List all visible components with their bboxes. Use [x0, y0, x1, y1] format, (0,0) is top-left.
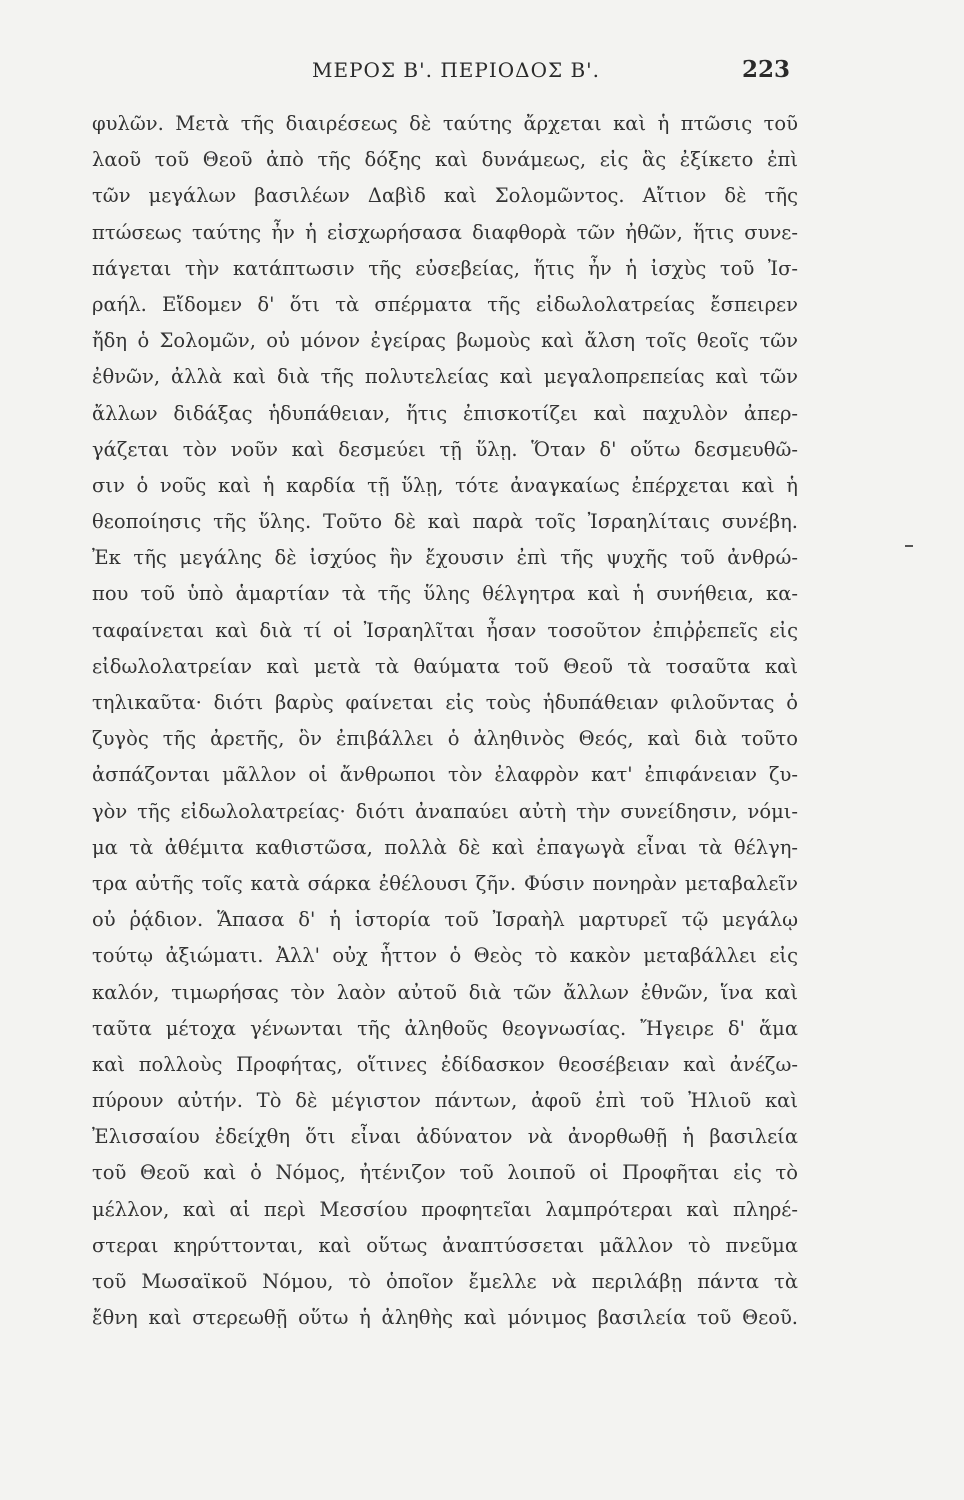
text-line: τηλικαῦτα· διότι βαρὺς φαίνεται εἰς τοὺς ἡδυπάθειαν φιλοῦντας ὁ: [92, 691, 798, 714]
text-line: Ἐλισσαίου ἐδείχθη ὅτι εἶναι ἀδύνατον νὰ ἀνορθωθῇ ἡ βασιλεία: [92, 1125, 798, 1149]
text-line: μα τὰ ἀθέμιτα καθιστῶσα, πολλὰ δὲ καὶ ἐπαγωγὰ εἶναι τὰ θέλγη-: [92, 835, 798, 859]
text-line: ταῦτα μέτοχα γένωνται τῆς ἀληθοῦς θεογνωσίας. Ἤγειρε δ' ἅμα: [92, 1016, 798, 1040]
text-line: τρα αὐτῆς τοῖς κατὰ σάρκα ἐθέλουσι ζῆν. Φύσιν πονηρὰν μεταβαλεῖν: [92, 871, 798, 895]
text-line: πύρουν αὐτήν. Τὸ δὲ μέγιστον πάντων, ἀφοῦ ἐπὶ τοῦ Ἠλιοῦ καὶ: [92, 1089, 798, 1113]
text-line: πτώσεως ταύτης ἦν ἡ εἰσχωρήσασα διαφθορὰ τῶν ἠθῶν, ἥτις συνε-: [92, 220, 798, 244]
text-line: καλόν, τιμωρήσας τὸν λαὸν αὐτοῦ διὰ τῶν ἄλλων ἐθνῶν, ἵνα καὶ: [92, 980, 798, 1004]
text-line: πάγεται τὴν κατάπτωσιν τῆς εὐσεβείας, ἥτις ἦν ἡ ἰσχὺς τοῦ Ἰσ-: [92, 256, 798, 280]
text-line: τοῦ Μωσαϊκοῦ Νόμου, τὸ ὁποῖον ἔμελλε νὰ περιλάβῃ πάντα τὰ: [92, 1270, 798, 1293]
running-title: ΜΕΡΟΣ Β'. ΠΕΡΙΟΔΟΣ Β'.: [312, 58, 601, 82]
text-line: στεραι κηρύττονται, καὶ οὕτως ἀναπτύσσεται μᾶλλον τὸ πνεῦμα: [92, 1233, 798, 1257]
text-line: τοῦ Θεοῦ καὶ ὁ Νόμος, ἠτένιζον τοῦ λοιποῦ οἱ Προφῆται εἰς τὸ: [92, 1161, 798, 1185]
body-text: [92, 106, 798, 1336]
text-line: εἰδωλολατρείαν καὶ μετὰ τὰ θαύματα τοῦ Θεοῦ τὰ τοσαῦτα καὶ: [92, 654, 798, 678]
text-line: ταφαίνεται καὶ διὰ τί οἱ Ἰσραηλῖται ἦσαν τοσοῦτον ἐπιῤῥεπεῖς εἰς: [92, 618, 798, 642]
text-line: φυλῶν. Μετὰ τῆς διαιρέσεως δὲ ταύτης ἄρχεται καὶ ἡ πτῶσις τοῦ: [92, 112, 798, 135]
text-line: γὸν τῆς εἰδωλολατρείας· διότι ἀναπαύει αὐτὴ τὴν συνείδησιν, νόμι-: [92, 799, 798, 823]
text-line: Ἐκ τῆς μεγάλης δὲ ἰσχύος ἣν ἔχουσιν ἐπὶ τῆς ψυχῆς τοῦ ἀνθρώ-: [92, 546, 798, 570]
text-line: τῶν μεγάλων βασιλέων Δαβὶδ καὶ Σολομῶντος. Αἴτιον δὲ τῆς: [92, 184, 798, 208]
text-line: λαοῦ τοῦ Θεοῦ ἀπὸ τῆς δόξης καὶ δυνάμεως, εἰς ἃς ἐξίκετο ἐπὶ: [92, 148, 798, 172]
running-head: [100, 58, 790, 88]
text-line: γάζεται τὸν νοῦν καὶ δεσμεύει τῇ ὕλῃ. Ὅταν δ' οὕτω δεσμευθῶ-: [92, 437, 798, 461]
text-line: καὶ πολλοὺς Προφήτας, οἵτινες ἐδίδασκον θεοσέβειαν καὶ ἀνέζω-: [92, 1052, 798, 1076]
text-line: σιν ὁ νοῦς καὶ ἡ καρδία τῇ ὕλῃ, τότε ἀναγκαίως ἐπέρχεται καὶ ἡ: [92, 473, 798, 497]
text-line: θεοποίησις τῆς ὕλης. Τοῦτο δὲ καὶ παρὰ τοῖς Ἰσραηλίταις συνέβη.: [92, 510, 798, 534]
text-line: που τοῦ ὑπὸ ἁμαρτίαν τὰ τῆς ὕλης θέλγητρα καὶ ἡ συνήθεια, κα-: [92, 582, 798, 606]
text-line: ἔθνη καὶ στερεωθῇ οὕτω ἡ ἀληθὴς καὶ μόνιμος βασιλεία τοῦ Θεοῦ.: [92, 1306, 798, 1330]
text-line: ἤδη ὁ Σολομῶν, οὐ μόνον ἐγείρας βωμοὺς καὶ ἄλση τοῖς θεοῖς τῶν: [92, 329, 798, 353]
text-line: ζυγὸς τῆς ἀρετῆς, ὃν ἐπιβάλλει ὁ ἀληθινὸς Θεός, καὶ διὰ τοῦτο: [92, 727, 798, 751]
text-line: μέλλον, καὶ αἱ περὶ Μεσσίου προφητεῖαι λαμπρότεραι καὶ πληρέ-: [92, 1197, 798, 1221]
text-line: οὐ ῥᾴδιον. Ἅπασα δ' ἡ ἱστορία τοῦ Ἰσραὴλ μαρτυρεῖ τῷ μεγάλῳ: [92, 908, 798, 932]
text-line: ἀσπάζονται μᾶλλον οἱ ἄνθρωποι τὸν ἐλαφρὸν κατ' ἐπιφάνειαν ζυ-: [92, 763, 798, 787]
text-line: ἐθνῶν, ἀλλὰ καὶ διὰ τῆς πολυτελείας καὶ μεγαλοπρεπείας καὶ τῶν: [92, 365, 798, 389]
page-number: 223: [741, 56, 790, 83]
text-line: τούτῳ ἀξιώματι. Ἀλλ' οὐχ ἧττον ὁ Θεὸς τὸ κακὸν μεταβάλλει εἰς: [92, 944, 798, 968]
text-line: ραήλ. Εἴδομεν δ' ὅτι τὰ σπέρματα τῆς εἰδωλολατρείας ἔσπειρεν: [92, 292, 798, 316]
text-line: ἄλλων διδάξας ἡδυπάθειαν, ἥτις ἐπισκοτίζει καὶ παχυλὸν ἀπερ-: [92, 401, 798, 425]
margin-mark: [905, 545, 913, 547]
